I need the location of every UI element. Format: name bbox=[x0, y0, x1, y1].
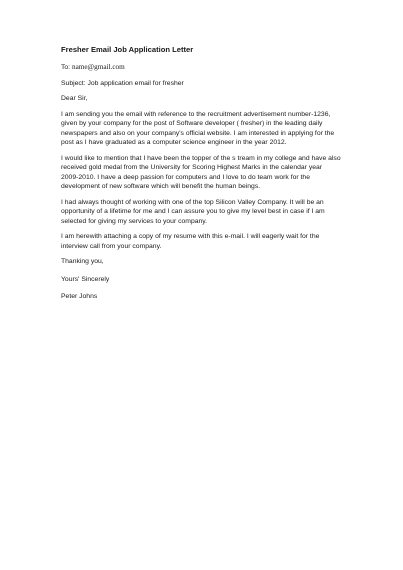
recipient-line bbox=[61, 63, 351, 73]
paragraph-line: I had always thought of working with one of the top Silicon Valley Company. It will be an bbox=[61, 198, 324, 206]
paragraph-line: post as I have graduated as a computer science engineer in the year 2012. bbox=[61, 139, 287, 146]
paragraph-line: selected for giving my services to your company. bbox=[61, 217, 208, 225]
paragraph-line: 2009-2010. I have a deep passion for computers and I love to do team work for the bbox=[61, 173, 310, 181]
paragraph-line: I would like to mention that I have been the topper of the s tream in my college and have also bbox=[61, 154, 341, 162]
paragraph-3 bbox=[61, 198, 351, 227]
closing-line: Yours' Sincerely bbox=[61, 275, 110, 283]
paragraph-1 bbox=[61, 110, 351, 148]
paragraph-line: I am sending you the email with reference to the recruitment advertisement number-1236, bbox=[61, 110, 331, 118]
subject-line: Subject: Job application email for fresher bbox=[61, 79, 184, 87]
paragraph-line: newspapers and also on your company's official website. I am interested in applying for the bbox=[61, 129, 335, 137]
paragraph-line: interview call from your company. bbox=[61, 242, 162, 250]
recipient-label: To: bbox=[61, 64, 72, 71]
paragraph-line: opportunity of a lifetime for me and I can assure you to give my level best in case if I am bbox=[61, 208, 325, 215]
paragraph-line: development of new software which will benefit the human beings. bbox=[61, 183, 261, 190]
paragraph-line: received gold medal from the University for Scoring Highest Marks in the calendar year bbox=[61, 164, 323, 171]
letter-title: Fresher Email Job Application Letter bbox=[61, 45, 194, 54]
signature-name: Peter Johns bbox=[61, 293, 98, 300]
paragraph-line: given by your company for the post of Software developer ( fresher) in the leading daily bbox=[61, 120, 323, 127]
thanks-line: Thanking you, bbox=[61, 258, 104, 265]
paragraph-2 bbox=[61, 154, 351, 192]
paragraph-line: I am herewith attaching a copy of my resume with this e-mail. I will eagerly wait for the bbox=[61, 233, 320, 240]
recipient-email: name@gmail.com bbox=[71, 63, 125, 71]
paragraph-4 bbox=[61, 232, 351, 251]
letter-body bbox=[61, 45, 351, 302]
salutation: Dear Sir, bbox=[61, 95, 88, 102]
